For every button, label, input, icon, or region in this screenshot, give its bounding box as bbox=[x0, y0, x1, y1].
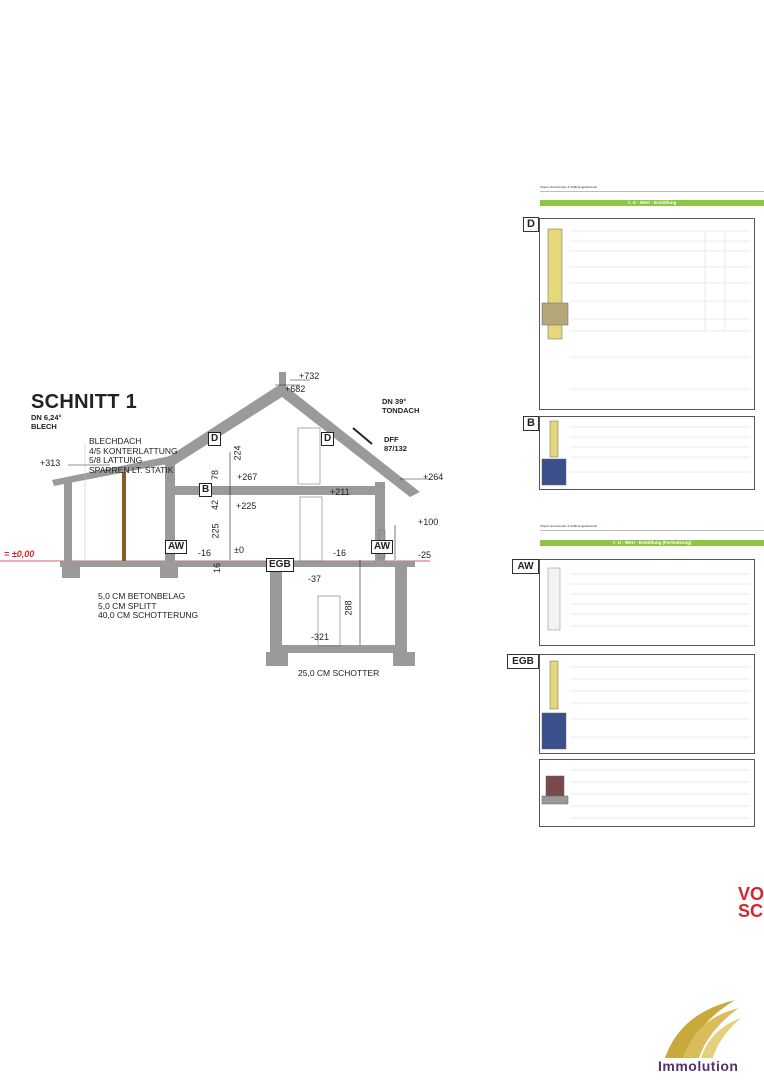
calc-tag-d: D bbox=[523, 217, 539, 232]
footing-b bbox=[160, 566, 178, 578]
footing-a bbox=[62, 566, 80, 578]
calc-tag-aw: AW bbox=[512, 559, 539, 574]
level-100: +100 bbox=[418, 517, 439, 527]
slab-ground bbox=[60, 561, 415, 567]
roof-layers bbox=[89, 437, 178, 475]
slab-upper bbox=[165, 486, 385, 495]
roof-right-line: TONDACH bbox=[382, 405, 420, 415]
level-313: +313 bbox=[40, 458, 61, 468]
tag-b: B bbox=[199, 483, 212, 497]
level-zero: ±0 bbox=[234, 545, 244, 555]
level-minus37: -37 bbox=[308, 574, 322, 584]
roof-right-line: DN 39° bbox=[382, 397, 407, 406]
level-264: +264 bbox=[423, 472, 444, 482]
roof-window-line: 87/132 bbox=[384, 443, 407, 453]
roof-layer: BLECHDACH bbox=[89, 436, 142, 446]
gravel-label: 25,0 CM SCHOTTER bbox=[298, 668, 380, 678]
roof-layer: 4/5 KONTERLATTUNG bbox=[89, 445, 178, 456]
basement-wall-right bbox=[395, 566, 407, 656]
calc-tag-b: B bbox=[523, 416, 539, 431]
level-732: +732 bbox=[299, 371, 320, 381]
calc-card-d bbox=[539, 218, 755, 410]
logo-text: Immolution bbox=[658, 1058, 739, 1074]
corner-text-line: SC bbox=[738, 901, 764, 921]
logo-mark bbox=[655, 1000, 745, 1060]
roof-window-line: DFF bbox=[384, 435, 399, 444]
roof-left-spec bbox=[31, 414, 62, 431]
level-211: +211 bbox=[330, 487, 350, 497]
calc-card-egb bbox=[539, 654, 755, 754]
door-ground bbox=[300, 497, 322, 561]
footing-left bbox=[266, 652, 288, 666]
corner-text bbox=[738, 886, 764, 920]
footing-right bbox=[393, 652, 415, 666]
dim-225: 225 bbox=[210, 523, 221, 539]
level-682: +682 bbox=[285, 384, 306, 394]
roof-layer: SPARREN LT. STATIK bbox=[89, 464, 174, 475]
calc-bar-1: 7. U - Wert - Ermittlung bbox=[540, 200, 764, 206]
calc-card-aw bbox=[539, 559, 755, 646]
tag-egb: EGB bbox=[266, 558, 294, 572]
floor-layer: 40,0 CM SCHOTTERUNG bbox=[98, 610, 199, 620]
calc-card-b-graphic bbox=[540, 417, 754, 489]
calc-card-b bbox=[539, 416, 755, 490]
wall-left-outer bbox=[64, 482, 72, 562]
roof-window-spec bbox=[384, 436, 407, 453]
roof-gable bbox=[160, 383, 420, 497]
calc-card-extra bbox=[539, 759, 755, 827]
level-minus16-a: -16 bbox=[198, 548, 212, 558]
roof-left-line: DN 6,24° bbox=[31, 413, 62, 422]
timber-post bbox=[122, 472, 126, 562]
level-minus25: -25 bbox=[418, 550, 432, 560]
calc-rule-2 bbox=[540, 530, 764, 531]
level-minus321: -321 bbox=[311, 632, 330, 642]
tag-aw-left: AW bbox=[165, 540, 187, 554]
roof-layer: 5/8 LATTUNG bbox=[89, 455, 143, 465]
calc-rule-1 bbox=[540, 191, 764, 192]
calc-header-1: Objekt: Einreichplan & 4280 Engelhartszell bbox=[540, 185, 597, 189]
dim-78: 78 bbox=[210, 469, 221, 481]
floor-layer: 5,0 CM BETONBELAG bbox=[98, 591, 186, 601]
floor-layer: 5,0 CM SPLITT bbox=[98, 600, 157, 611]
dim-224: 224 bbox=[232, 445, 243, 461]
tag-d-left: D bbox=[208, 432, 221, 446]
calc-bar-2: 7. U - Wert - Ermittlung (Fortsetzung) bbox=[540, 540, 764, 546]
calc-card-egb-graphic bbox=[540, 655, 754, 753]
corner-text-line: VO bbox=[738, 884, 764, 904]
dim-16: 16 bbox=[212, 562, 223, 574]
dim-288: 288 bbox=[343, 600, 354, 616]
roof-left-line: BLECH bbox=[31, 421, 57, 431]
door-upper bbox=[298, 428, 320, 484]
calc-card-extra-graphic bbox=[540, 760, 754, 826]
zero-level-label: = ±0,00 bbox=[4, 549, 35, 559]
tag-aw-right: AW bbox=[371, 540, 393, 554]
roof-right-spec bbox=[382, 398, 419, 415]
calc-card-d-graphic bbox=[540, 219, 754, 409]
section-title: SCHNITT 1 bbox=[31, 391, 138, 413]
level-267: +267 bbox=[237, 472, 258, 482]
calc-tag-egb: EGB bbox=[507, 654, 539, 669]
level-minus16-b: -16 bbox=[333, 548, 347, 558]
floor-layers bbox=[98, 592, 198, 621]
level-225: +225 bbox=[236, 501, 257, 511]
calc-card-aw-graphic bbox=[540, 560, 754, 645]
dim-42: 42 bbox=[210, 499, 221, 511]
tag-d-right: D bbox=[321, 432, 334, 446]
calc-header-2: Objekt: Einreichplan & 4280 Engelhartszell bbox=[540, 524, 597, 528]
basement-wall-left bbox=[270, 566, 282, 656]
